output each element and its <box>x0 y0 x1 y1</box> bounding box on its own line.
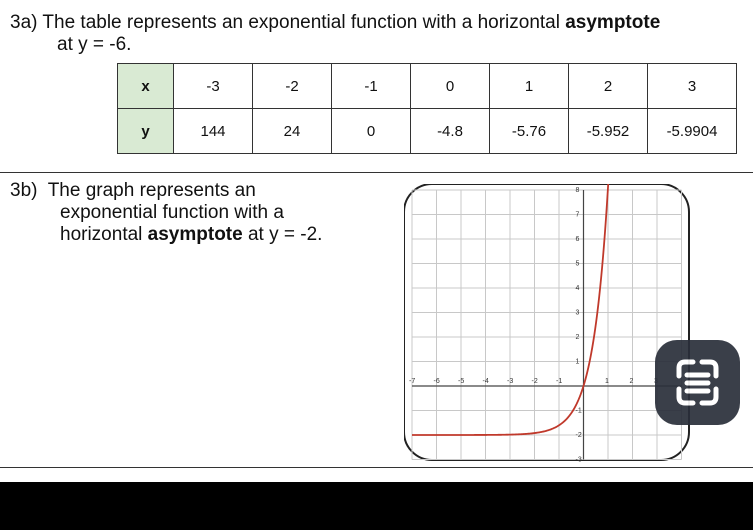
problem-3b-line1 <box>10 180 256 201</box>
exponential-graph <box>404 184 694 464</box>
graph-frame <box>404 184 689 460</box>
y-value-cell: -5.9904 <box>648 109 737 154</box>
bottom-black-bar <box>0 482 753 530</box>
problem-3a-line2: at y = -6. <box>57 34 132 55</box>
y-value-cell: -4.8 <box>411 109 490 154</box>
y-value-cell: -5.76 <box>490 109 569 154</box>
x-value-cell: -2 <box>253 64 332 109</box>
problem-3b-bold: asymptote <box>147 224 243 245</box>
section-divider <box>0 467 753 468</box>
y-tick-label: -3 <box>575 456 582 464</box>
x-value-cell: 3 <box>648 64 737 109</box>
y-tick-label: 3 <box>575 309 580 317</box>
section-divider <box>0 172 753 173</box>
x-tick-label: -4 <box>482 378 489 385</box>
x-tick-label: -3 <box>507 378 514 385</box>
x-tick-label: -7 <box>409 378 416 385</box>
problem-3b-line2: exponential function with a <box>60 202 284 223</box>
x-value-cell: -1 <box>332 64 411 109</box>
values-table <box>117 63 737 154</box>
problem-3a-line1 <box>10 12 660 34</box>
problem-3b-label: 3b) <box>10 180 38 201</box>
table-row-y <box>118 109 737 154</box>
y-value-cell: -5.952 <box>569 109 648 154</box>
problem-3b-text: at y = -2. <box>242 224 323 245</box>
y-tick-label: 6 <box>575 236 580 243</box>
y-tick-label: -2 <box>575 432 582 439</box>
y-tick-label: 2 <box>575 334 580 341</box>
problem-3b-text: horizontal <box>60 224 148 245</box>
table-row-x <box>118 64 737 109</box>
problem-3b-line3 <box>60 224 322 245</box>
problem-3a-text: The table represents an exponential function with a horizontal <box>42 12 566 33</box>
y-value-cell: 24 <box>253 109 332 154</box>
x-tick-label: -6 <box>433 378 440 385</box>
y-header-cell: y <box>118 109 174 154</box>
problem-3b-text: The graph represents an <box>47 180 256 201</box>
x-tick-label: -5 <box>458 378 465 385</box>
x-value-cell: 1 <box>490 64 569 109</box>
y-value-cell: 0 <box>332 109 411 154</box>
y-tick-label: 1 <box>575 358 580 366</box>
x-tick-label: 1 <box>605 378 609 385</box>
x-tick-label: -1 <box>556 378 563 385</box>
scan-text-button[interactable] <box>655 340 740 425</box>
scan-text-icon <box>655 340 740 425</box>
y-tick-label: 5 <box>575 260 580 268</box>
problem-3a-label: 3a) <box>10 12 38 33</box>
x-tick-label: -2 <box>531 378 538 385</box>
x-value-cell: 2 <box>569 64 648 109</box>
y-tick-label: 7 <box>575 211 580 219</box>
y-value-cell: 144 <box>174 109 253 154</box>
y-tick-label: -1 <box>575 407 582 415</box>
problem-3a-bold: asymptote <box>565 12 661 33</box>
x-tick-label: 2 <box>629 378 634 385</box>
y-tick-label: 4 <box>575 285 580 292</box>
x-value-cell: -3 <box>174 64 253 109</box>
x-header-cell: x <box>118 64 174 109</box>
y-tick-label: 8 <box>575 187 580 194</box>
x-value-cell: 0 <box>411 64 490 109</box>
